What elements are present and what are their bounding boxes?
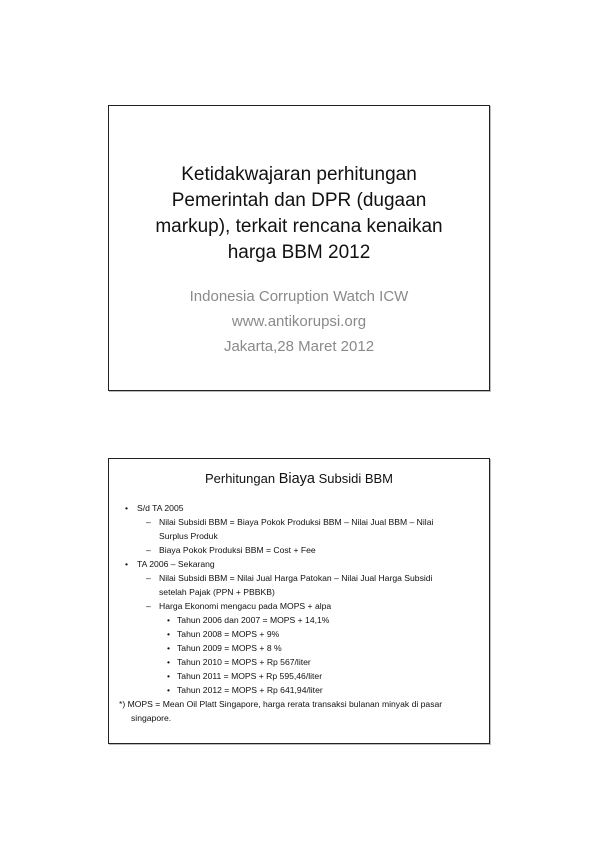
- slide-title: [109, 471, 489, 487]
- bullet-marker: •: [167, 629, 171, 639]
- list-item: – Biaya Pokok Produksi BBM = Cost + Fee: [146, 545, 316, 555]
- dash-marker: –: [146, 601, 151, 611]
- footnote-continuation: singapore.: [131, 713, 172, 723]
- year-item: • Tahun 2008 = MOPS + 9%: [167, 629, 280, 639]
- dash-marker: –: [146, 517, 151, 527]
- slide-content: [119, 501, 483, 725]
- bullet-marker: •: [167, 615, 171, 625]
- title-part: Perhitungan: [204, 471, 279, 486]
- title-slide: [108, 105, 490, 391]
- bullet-marker: •: [167, 671, 171, 681]
- year-item: • Tahun 2011 = MOPS + Rp 595,46/liter: [167, 671, 323, 681]
- dash-marker: –: [146, 545, 151, 555]
- year-item: • Tahun 2010 = MOPS + Rp 567/liter: [167, 657, 311, 667]
- bullet-marker: •: [125, 559, 129, 569]
- title-part-emphasis: Biaya: [278, 471, 315, 487]
- list-item: – Harga Ekonomi mengacu pada MOPS + alpa: [146, 601, 332, 611]
- title-line: Pemerintah dan DPR (dugaan: [171, 190, 427, 211]
- title-line: harga BBM 2012: [227, 242, 371, 263]
- title-line: markup), terkait rencana kenaikan: [155, 216, 443, 237]
- year-item: • Tahun 2006 dan 2007 = MOPS + 14,1%: [167, 615, 330, 625]
- list-item-continuation: setelah Pajak (PPN + PBBKB): [159, 587, 275, 597]
- list-item: • S/d TA 2005: [125, 503, 184, 513]
- title-part: Subsidi BBM: [314, 471, 394, 486]
- list-item: • TA 2006 – Sekarang: [125, 559, 215, 569]
- year-item: • Tahun 2009 = MOPS + 8 %: [167, 643, 282, 653]
- bullet-marker: •: [167, 685, 171, 695]
- list-item: – Nilai Subsidi BBM = Nilai Jual Harga Patokan – Nilai Jual Harga Subsidi: [146, 573, 433, 583]
- organization-name: Indonesia Corruption Watch ICW: [189, 288, 409, 305]
- list-item-continuation: Surplus Produk: [159, 531, 218, 541]
- list-item: – Nilai Subsidi BBM = Biaya Pokok Produksi BBM – Nilai Jual BBM – Nilai: [146, 517, 434, 527]
- year-item: • Tahun 2012 = MOPS + Rp 641,94/liter: [167, 685, 323, 695]
- website-url: www.antikorupsi.org: [231, 313, 367, 330]
- bullet-marker: •: [167, 657, 171, 667]
- title-line: Ketidakwajaran perhitungan: [181, 164, 417, 185]
- bullet-marker: •: [167, 643, 171, 653]
- place-date: Jakarta,28 Maret 2012: [223, 338, 375, 355]
- footnote: *) MOPS = Mean Oil Platt Singapore, harga rerata transaksi bulanan minyak di pasar: [119, 699, 443, 709]
- dash-marker: –: [146, 573, 151, 583]
- slide-title: [109, 162, 489, 266]
- bullet-marker: •: [125, 503, 129, 513]
- slide-subtitle: [109, 284, 489, 359]
- subsidy-calculation-slide: [108, 458, 490, 744]
